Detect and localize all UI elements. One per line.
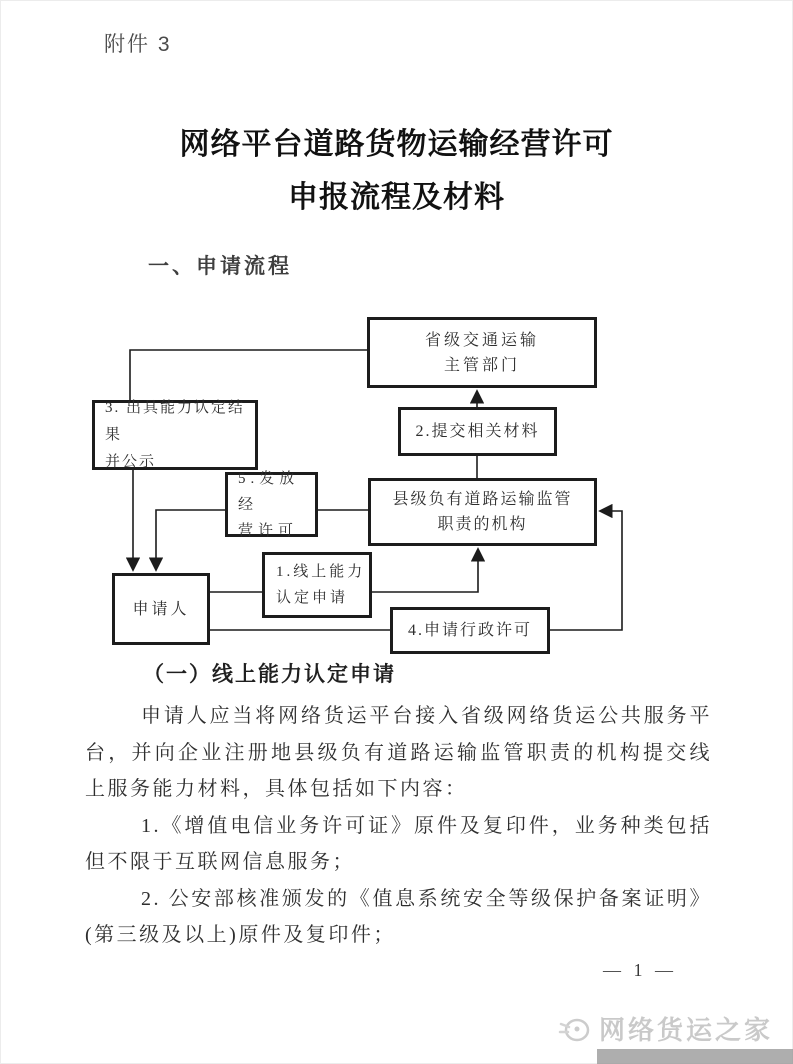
flow-node-provincial-authority (367, 317, 597, 388)
page-edge-shadow (597, 1049, 793, 1064)
flow-node-step1-online-capability (262, 552, 372, 618)
paragraph-intro: 申请人应当将网络货运平台接入省级网络货运公共服务平台，并向企业注册地县级负有道路运输监管职责的机构提交线上服务能力材料，具体包括如下内容： (85, 705, 712, 800)
flow-node-step5-issue-license (225, 472, 318, 537)
page-number: — 1 — (603, 960, 677, 980)
flow-node-label: 认定申请 (276, 590, 349, 606)
attachment-label: 附件 3 (104, 33, 172, 56)
flow-node-county-agency (368, 478, 597, 546)
section-heading-application-process: 一、申请流程 (148, 255, 292, 278)
flow-node-label: 1.线上能力 (276, 564, 366, 580)
flow-node-label: 省级交通运输 (424, 331, 539, 349)
flow-node-label: 5.发放经 (238, 470, 300, 513)
footer-watermark (555, 1010, 773, 1047)
paragraph-item-2: 2. 公安部核准颁发的《值息系统安全等级保护备案证明》(第三级及以上)原件及复印件； (85, 887, 712, 946)
document-title (0, 118, 793, 224)
subsection-heading-online-capability: （一）线上能力认定申请 (143, 662, 396, 686)
connector-issue-to-applicant-arrow (156, 510, 225, 569)
paragraph-item-1: 1.《增值电信业务许可证》原件及复印件，业务种类包括但不限于互联网信息服务； (85, 814, 712, 873)
flowchart (0, 300, 793, 665)
flow-node-label: 主管部门 (443, 356, 520, 374)
flow-node-label: 申请人 (132, 600, 190, 618)
connector-online-to-county-arrow (372, 550, 478, 592)
connector-provincial-to-result (130, 350, 367, 400)
flow-node-label: 营许可 (238, 522, 299, 539)
footer-logo-icon (555, 1014, 593, 1044)
flow-node-step4-apply-license (390, 607, 550, 654)
flow-node-step3-issue-result (92, 400, 258, 470)
flow-node-label: 职责的机构 (437, 516, 528, 533)
flow-node-label: 2.提交相关材料 (415, 423, 540, 440)
flow-node-step2-submit-materials (398, 407, 557, 456)
flow-node-label: 并公示 (105, 453, 157, 470)
footer-watermark-text: 网络货运之家 (598, 1015, 773, 1045)
flow-node-label: 3. 出具能力认定结果 (105, 399, 246, 443)
body-text (85, 658, 712, 954)
flow-node-label: 4.申请行政许可 (407, 622, 532, 639)
title-line-1: 网络平台道路货物运输经营许可 (179, 128, 614, 161)
flow-node-applicant (112, 573, 210, 645)
title-line-2: 申报流程及材料 (288, 181, 505, 214)
flow-node-label: 县级负有道路运输监管 (392, 491, 573, 508)
